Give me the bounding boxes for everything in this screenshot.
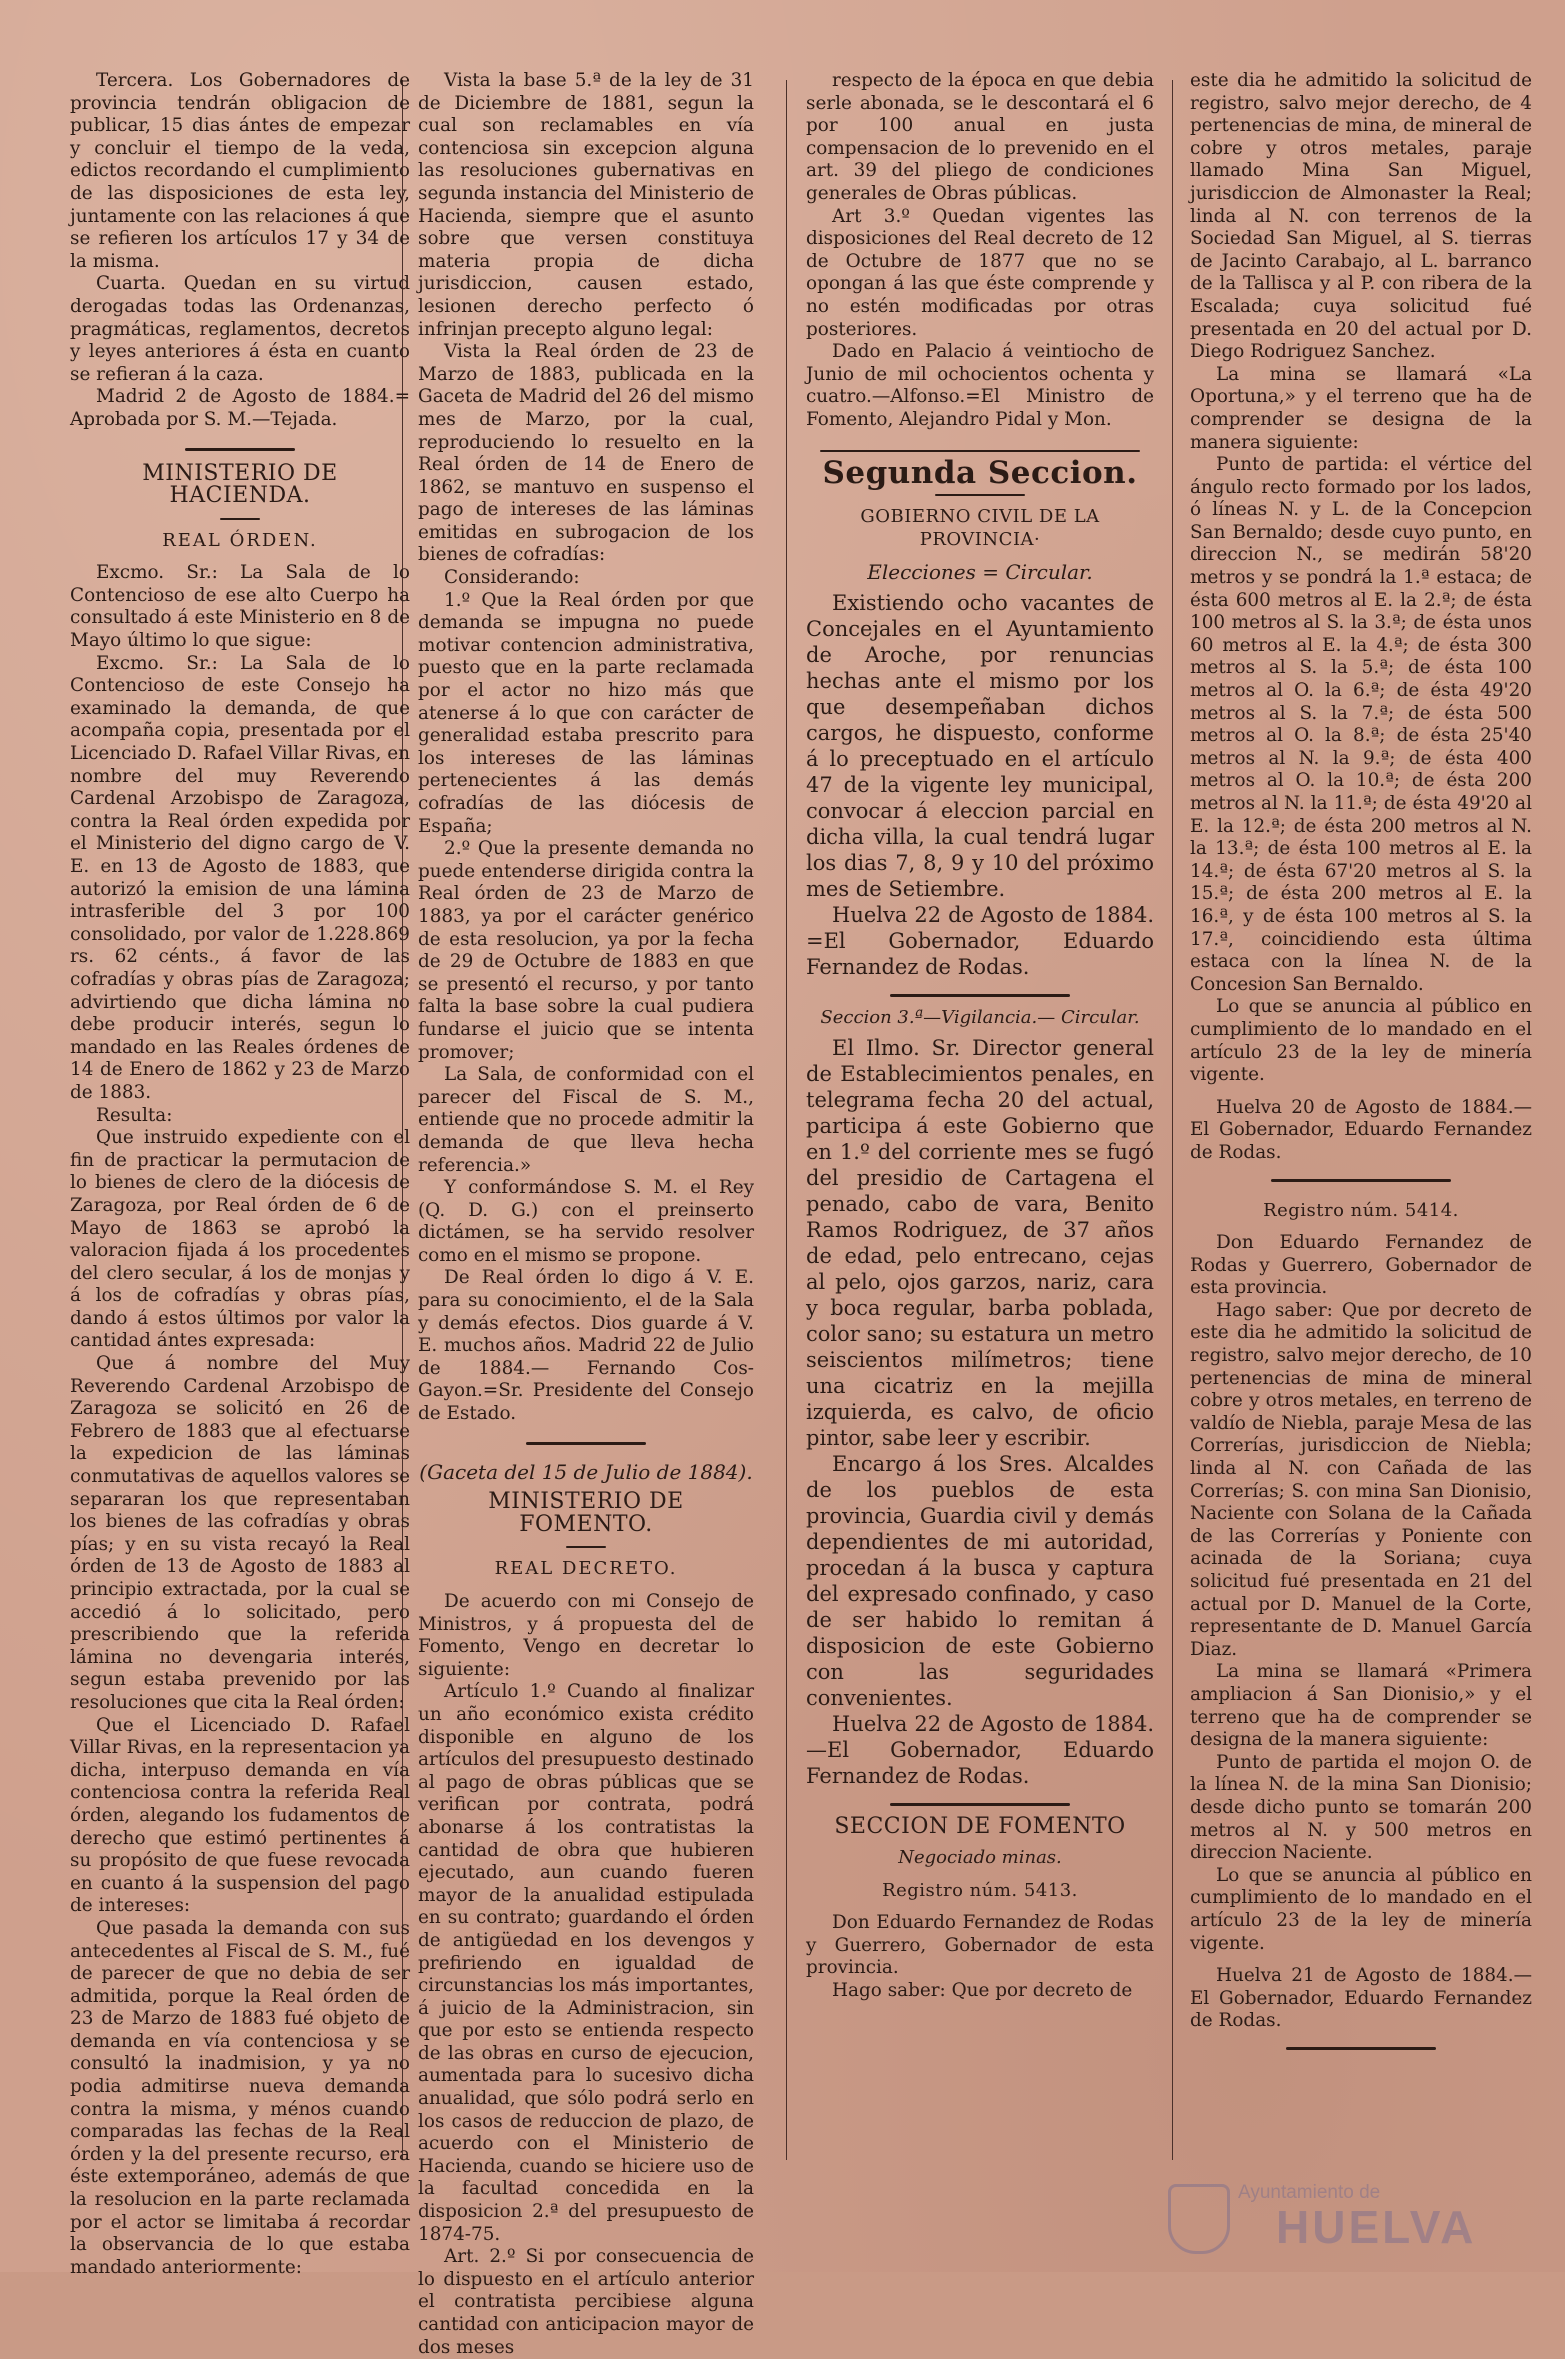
- paragraph: Encargo á los Sres. Alcaldes de los pueblos de esta provincia, Guardia civil y demás dependientes de mi autoridad, procedan á la busca y captura del expresado confinado, y caso de ser habido lo remitan á disposicion de este Gobierno con las seguridades convenientes.: [806, 1452, 1154, 1711]
- paragraph: La mina se llamará «Primera ampliacion á San Dionisio,» y el terreno que ha de comprender se designa de la manera siguiente:: [1190, 1661, 1532, 1751]
- divider: [526, 1442, 646, 1445]
- date-signature: Huelva 22 de Agosto de 1884. —El Gobernador, Eduardo Fernandez de Rodas.: [806, 1712, 1154, 1789]
- date-signature: Huelva 21 de Agosto de 1884.—El Gobernador, Eduardo Fernandez de Rodas.: [1190, 1965, 1532, 2032]
- paragraph: Que á nombre del Muy Reverendo Cardenal Arzobispo de Zaragoza se solicitó en 26 de Febrero de 1883 que al efectuarse la expedicion de las láminas conmutativas de aquellos valores se separaran los que representaban los bienes de las cofradías y obras pías; y en su vista recayó la Real órden de 13 de Agosto de 1883 al principio extractada, por la cual se accedió á lo solicitado, pero prescribiendo que la referida lámina no devengaria interés, segun estaba prevenido por las resoluciones que cita la Real órden:: [70, 1353, 410, 1713]
- paragraph: Vista la Real órden de 23 de Marzo de 1883, publicada en la Gaceta de Madrid del 26 del mismo mes de Marzo, por la cual, reproduciendo lo resuelto en la Real órden de 14 de Enero de 1862, se mantuvo en suspenso el pago de intereses de las láminas emitidas en subrogacion de los bienes de cofradías:: [418, 341, 754, 566]
- registry-number: Registro núm. 5414.: [1263, 1199, 1459, 1221]
- coat-of-arms-icon: [1168, 2184, 1230, 2254]
- subheading: REAL DECRETO.: [494, 1558, 678, 1580]
- watermark-line-1: Ayuntamiento de: [1238, 2182, 1381, 2203]
- column-3: [806, 70, 1154, 2003]
- section-heading: MINISTERIO DE FOMENTO.: [488, 1489, 684, 1537]
- paragraph: Vista la base 5.ª de la ley de 31 de Diciembre de 1881, segun la cual son reclamables en vía contenciosa sin excepcion alguna las resoluciones gubernativas en segunda instancia del Ministerio de Hacienda, siempre que el asunto sobre que versen constituya materia propia de dicha jurisdiccion, causen estado, lesionen derecho perfecto ó infrinjan precepto alguno legal:: [418, 70, 754, 340]
- paragraph: Lo que se anuncia al público en cumplimiento de lo mandado en el artículo 23 de la ley de minería vigente.: [1190, 996, 1532, 1086]
- subheading: REAL ÓRDEN.: [162, 529, 318, 551]
- column-1: [70, 70, 410, 2279]
- paragraph: Lo que se anuncia al público en cumplimiento de lo mandado en el artículo 23 de la ley de minería vigente.: [1190, 1864, 1532, 1954]
- paragraph: La mina se llamará «La Oportuna,» y el terreno que ha de comprender se designa de la manera siguiente:: [1190, 363, 1532, 453]
- divider: [1271, 1179, 1451, 1182]
- section-heading: SECCION DE FOMENTO: [834, 1814, 1126, 1840]
- paragraph: este dia he admitido la solicitud de registro, salvo mejor derecho, de 4 pertenencias de mina, de mineral de cobre y otros metales, paraje llamado Mina San Miguel, jurisdiccion de Almonaster la Real; linda al N. con terrenos de la Sociedad San Miguel, al S. tierras de Jacinto Carabajo, al L. barranco de la Tallisca y al P. con ribera de la Escalada; cuya solicitud fué presentada en 20 del actual por D. Diego Rodriguez Sanchez.: [1190, 70, 1532, 363]
- paragraph: Punto de partida: el vértice del ángulo recto formado por los lados, ó líneas N. y L. de la Concepcion San Bernaldo; desde cuyo punto, en direccion N., se medirán 58'20 metros y se pondrá la 1.ª estaca; de ésta 600 metros al E. la 2.ª; de ésta 100 metros al S. la 3.ª; de ésta unos 60 metros al E. la 4.ª; de ésta 300 metros al S. la 5.ª; de ésta 100 metros al O. la 6.ª; de ésta 49'20 metros al S. la 7.ª; de ésta 500 metros al O. la 8.ª; de ésta 25'40 metros al N. la 9.ª; de ésta 400 metros al O. la 10.ª; de ésta 200 metros al N. la 11.ª; de ésta 49'20 al E. la 12.ª; de ésta 200 metros al N. la 13.ª; de ésta 100 metros al E. la 14.ª; de ésta 67'20 metros al S. la 15.ª; de ésta 200 metros al E. la 16.ª, y de ésta 100 metros al S. la 17.ª, coincidiendo esta última estaca con la línea N. de la Concesion San Bernaldo.: [1190, 454, 1532, 995]
- paragraph: Existiendo ocho vacantes de Concejales en el Ayuntamiento de Aroche, por renuncias hechas ante el mismo por los que desempeñaban dichos cargos, he dispuesto, conforme á lo preceptuado en el artículo 47 de la vigente ley municipal, convocar á eleccion parcial en dicha villa, la cual tendrá lugar los dias 7, 8, 9 y 10 del próximo mes de Setiembre.: [806, 590, 1154, 901]
- paragraph: 1.º Que la Real órden por que demanda se impugna no puede motivar contencion administrativa, puesto que en la parte reclamada por el actor no hizo más que atenerse á lo que con carácter de generalidad estaba prescrito para los intereses de las láminas pertenecientes á las demás cofradías de las diócesis de España;: [418, 589, 754, 837]
- paragraph: Considerando:: [444, 567, 580, 589]
- notice-title: Elecciones = Circular.: [867, 560, 1093, 585]
- paragraph: Dado en Palacio á veintiocho de Junio de mil ochocientos ochenta y cuatro.—Alfonso.=El Ministro de Fomento, Alejandro Pidal y Mon.: [806, 341, 1154, 430]
- paragraph: Hago saber: Que por decreto de este dia he admitido la solicitud de registro, salvo mejor derecho, de 10 pertenencias de mina de mineral cobre y otros metales, en terreno de valdío de Niebla, paraje Mesa de las Correrías, jurisdiccion de Niebla; linda al N. con Cañada de las Correrías; S. con mina San Dionisio, Naciente con Solana de la Cañada de las Correrías y Poniente con acinada de la Soriana; cuya solicitud fué presentada en 21 del actual por D. Manuel de la Corte, representante de D. Manuel García Diaz.: [1190, 1299, 1532, 1660]
- paragraph: De Real órden lo digo á V. E. para su conocimiento, el de la Sala y demás efectos. Dios guarde á V. E. muchos años. Madrid 22 de Julio de 1884.— Fernando Cos-Gayon.=Sr. Presidente del Consejo de Estado.: [418, 1267, 754, 1425]
- notice-title: Negociado minas.: [898, 1847, 1062, 1869]
- paragraph: Artículo 1.º Cuando al finalizar un año económico exista crédito disponible en alguno de los artículos del presupuesto destinado al pago de obras públicas que se verifican por contrata, podrá abonarse á los contratistas la cantidad de obra que hubieren ejecutado, aun cuando fueren mayor de la anualidad estipulada en su contrato; guardando el órden de antigüedad en los devengos y prefiriendo en igualdad de circunstancias los más importantes, á juicio de la Administracion, sin que por esto se entienda respecto de las obras en curso de ejecucion, aumentada para lo sucesivo dicha anualidad, que sólo podrá serlo en los casos de reduccion de plazo, de acuerdo con el Ministerio de Hacienda, cuando se hiciere uso de la facultad concedida en la disposicion 2.ª del presupuesto de 1874-75.: [418, 1681, 754, 2245]
- archive-watermark: [1168, 2178, 1548, 2258]
- column-2: [418, 70, 754, 2359]
- paragraph: Don Eduardo Fernandez de Rodas y Guerrero, Gobernador de esta provincia.: [806, 1912, 1154, 1979]
- divider: [566, 1546, 606, 1548]
- paragraph: Punto de partida el mojon O. de la línea N. de la mina San Dionisio; desde dicho punto se tomarán 200 metros al N. y 500 metros en direccion Naciente.: [1190, 1751, 1532, 1864]
- column-rule: [786, 80, 787, 2160]
- section-title: Segunda Seccion.: [822, 454, 1138, 491]
- date-signature: Madrid 2 de Agosto de 1884.= Aprobada por S. M.—Tejada.: [70, 386, 410, 430]
- date-signature: Huelva 22 de Agosto de 1884. =El Gobernador, Eduardo Fernandez de Rodas.: [806, 902, 1154, 979]
- gaceta-reference: (Gaceta del 15 de Julio de 1884).: [419, 1459, 753, 1484]
- divider: [890, 994, 1070, 997]
- subheading: GOBIERNO CIVIL DE LA PROVINCIA·: [860, 506, 1100, 550]
- divider: [935, 494, 1025, 496]
- paragraph: Que instruido expediente con el fin de practicar la permutacion de lo bienes de clero de la diócesis de Zaragoza, por Real órden de 6 de Mayo de 1863 se aprobó la valoracion fijada á los procedentes del clero secular, á los de monjas y á los de cofradías y obras pías, dando á estos últimos por valor la cantidad ántes expresada:: [70, 1127, 410, 1352]
- paragraph: Que pasada la demanda con sus antecedentes al Fiscal de S. M., fué de parecer de que no debia de ser admitida, porque la Real órden de 23 de Marzo de 1883 fué objeto de demanda en vía contenciosa y se consultó la inadmision, y ya no podia admitirse nueva demanda contra la misma, y ménos cuando comparadas las fechas de la Real órden y la del presente recurso, era éste extemporáneo, además de que la resolucion en la parte reclamada por el actor se limitaba á recordar la observancia de lo que estaba mandado anteriormente:: [70, 1917, 410, 2278]
- paragraph: El Ilmo. Sr. Director general de Establecimientos penales, en telegrama fecha 20 del actual, participa á este Gobierno que en 1.º del corriente mes se fugó del presidio de Cartagena el penado, cabo de vara, Benito Ramos Rodriguez, de 37 años de edad, pelo entrecano, cejas al pelo, ojos garzos, nariz, cara y boca regular, barba poblada, color sano; su estatura un metro seiscientos milímetros; tiene una cicatriz en la mejilla izquierda, es calvo, de oficio pintor, sabe leer y escribir.: [806, 1036, 1154, 1451]
- paragraph: La Sala, de conformidad con el parecer del Fiscal de S. M., entiende que no procede admitir la demanda de que lleva hecha referencia.»: [418, 1064, 754, 1176]
- section-heading: MINISTERIO DE HACIENDA.: [142, 460, 338, 509]
- divider: [890, 1803, 1070, 1806]
- paragraph: Don Eduardo Fernandez de Rodas y Guerrero, Gobernador de esta provincia.: [1190, 1232, 1532, 1299]
- date-signature: Huelva 20 de Agosto de 1884.—El Gobernador, Eduardo Fernandez de Rodas.: [1190, 1096, 1532, 1163]
- divider: [1286, 2047, 1436, 2050]
- paragraph: Cuarta. Quedan en su virtud derogadas todas las Ordenanzas, pragmáticas, reglamentos, decretos y leyes anteriores á ésta en cuanto se refieran á la caza.: [70, 273, 410, 385]
- paragraph: Art 3.º Quedan vigentes las disposiciones del Real decreto de 12 de Octubre de 1877 que no se opongan á las que éste comprende y no estén modificadas por otras posteriores.: [806, 205, 1154, 340]
- column-rule: [1172, 80, 1173, 2160]
- divider: [220, 518, 260, 520]
- column-4: [1190, 70, 1532, 2060]
- divider: [820, 450, 1140, 452]
- paragraph: Excmo. Sr.: La Sala de lo Contencioso de ese alto Cuerpo ha consultado á este Ministerio en 8 de Mayo último lo que sigue:: [70, 562, 410, 652]
- paragraph: respecto de la época en que debia serle abonada, se le descontará el 6 por 100 anual en justa compensacion de lo prevenido en el art. 39 del pliego de condiciones generales de Obras públicas.: [806, 70, 1154, 204]
- paragraph: Hago saber: Que por decreto de: [832, 1980, 1133, 2002]
- paragraph: Que el Licenciado D. Rafael Villar Rivas, en la representacion ya dicha, interpuso demanda en vía contenciosa contra la referida Real órden, alegando los fudamentos de derecho que estimó pertinentes á su propósito de que fuese revocada en cuanto á la suspension del pago de intereses:: [70, 1714, 410, 1917]
- paragraph: Y conformándose S. M. el Rey (Q. D. G.) con el preinserto dictámen, se ha servido resolver como en el mismo se propone.: [418, 1177, 754, 1266]
- paragraph: Excmo. Sr.: La Sala de lo Contencioso de este Consejo ha examinado la demanda, de que acompaña copia, presentada por el Licenciado D. Rafael Villar Rivas, en nombre del muy Reverendo Cardenal Arzobispo de Zaragoza, contra la Real órden expedida por el Ministerio del digno cargo de V. E. en 13 de Agosto de 1883, que autorizó la emision de una lámina intrasferible del 3 por 100 consolidado, por valor de 1.228.869 rs. 62 cénts., á favor de las cofradías y obras pías de Zaragoza; advirtiendo que dicha lámina no debe producir interés, segun lo mandado en las Reales órdenes de 14 de Enero de 1862 y 23 de Marzo de 1883.: [70, 652, 410, 1103]
- paragraph: Art. 2.º Si por consecuencia de lo dispuesto en el artículo anterior el contratista percibiese alguna cantidad con anticipacion mayor de dos meses: [418, 2246, 754, 2358]
- paragraph: Resulta:: [96, 1104, 173, 1126]
- registry-number: Registro núm. 5413.: [882, 1879, 1078, 1901]
- paragraph: De acuerdo con mi Consejo de Ministros, y á propuesta del de Fomento, Vengo en decretar lo siguiente:: [418, 1591, 754, 1680]
- notice-title: Seccion 3.ª—Vigilancia.— Circular.: [820, 1006, 1140, 1028]
- divider: [185, 448, 295, 451]
- paragraph: 2.º Que la presente demanda no puede entenderse dirigida contra la Real órden de 23 de Marzo de 1883, ya por el carácter genérico de esta resolucion, ya por la fecha de 29 de Octubre de 1883 en que se presentó el recurso, y por tanto falta la base sobre la cual pudiera fundarse el juicio que se intenta promover;: [418, 838, 754, 1063]
- watermark-line-2: HUELVA: [1276, 2201, 1477, 2253]
- paragraph: Tercera. Los Gobernadores de provincia tendrán obligacion de publicar, 15 dias ántes de empezar y concluir el tiempo de la veda, edictos recordando el cumplimiento de las disposiciones de esta ley, juntamente con las relaciones á que se refieren los artículos 17 y 34 de la misma.: [70, 70, 410, 272]
